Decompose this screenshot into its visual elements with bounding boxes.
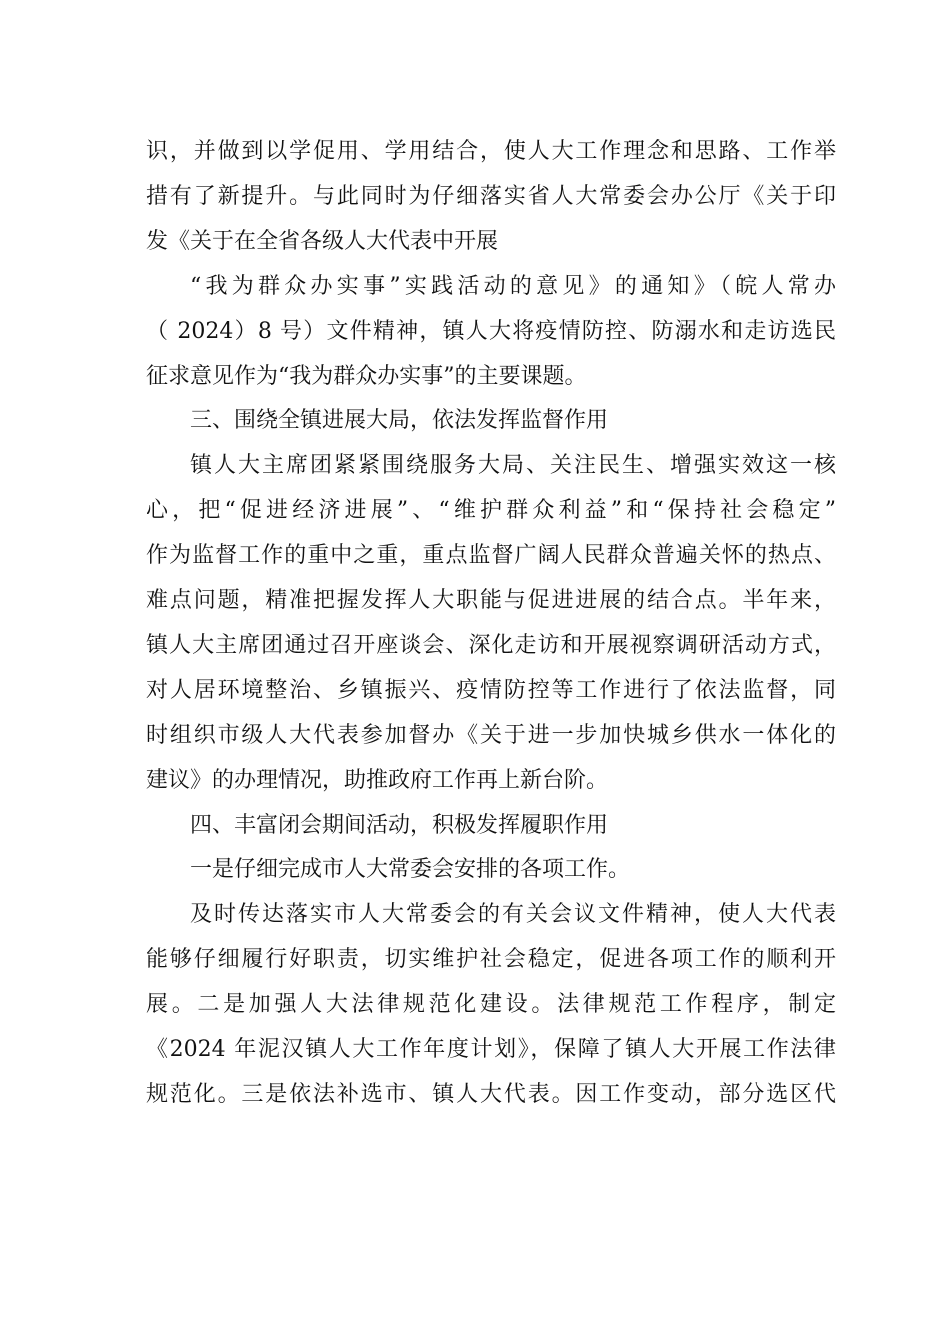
text-line: 《2024 年泥汉镇人大工作年度计划》，保障了镇人大开展工作法律 bbox=[146, 1037, 836, 1062]
section-heading: 三、围绕全镇进展大局，依法发挥监督作用 bbox=[190, 408, 609, 433]
text-line: 能够仔细履行好职责，切实维护社会稳定，促进各项工作的顺利开 bbox=[146, 947, 836, 972]
text-line: “我为群众办实事”实践活动的意见》的通知》（皖人常办 bbox=[190, 274, 836, 299]
text-line: 规范化。三是依法补选市、镇人大代表。因工作变动，部分选区代 bbox=[146, 1082, 836, 1107]
text-line: 展。二是加强人大法律规范化建设。法律规范工作程序，制定 bbox=[146, 992, 836, 1017]
text-line: （ 2024）8 号）文件精神，镇人大将疫情防控、防溺水和走访选民 bbox=[146, 319, 836, 344]
text-line: 征求意见作为“我为群众办实事”的主要课题。 bbox=[146, 364, 587, 389]
text-line: 措有了新提升。与此同时为仔细落实省人大常委会办公厅《关于印 bbox=[146, 184, 836, 209]
text-line: 镇人大主席团紧紧围绕服务大局、关注民生、增强实效这一核 bbox=[190, 453, 836, 478]
text-line: 对人居环境整治、乡镇振兴、疫情防控等工作进行了依法监督，同 bbox=[146, 678, 836, 703]
text-line: 识，并做到以学促用、学用结合，使人大工作理念和思路、工作举 bbox=[146, 139, 836, 164]
text-line: 作为监督工作的重中之重，重点监督广阔人民群众普遍关怀的热点、 bbox=[146, 543, 836, 568]
text-line: 心，把“促进经济进展”、“维护群众利益”和“保持社会稳定” bbox=[146, 498, 836, 523]
text-line: 发《关于在全省各级人大代表中开展 bbox=[146, 229, 499, 254]
text-line: 难点问题，精准把握发挥人大职能与促进进展的结合点。半年来， bbox=[146, 588, 836, 613]
text-line: 一是仔细完成市人大常委会安排的各项工作。 bbox=[190, 857, 631, 882]
text-line: 镇人大主席团通过召开座谈会、深化走访和开展视察调研活动方式， bbox=[146, 633, 836, 658]
text-line: 时组织市级人大代表参加督办《关于进一步加快城乡供水一体化的 bbox=[146, 723, 836, 748]
section-heading: 四、丰富闭会期间活动，积极发挥履职作用 bbox=[190, 813, 609, 838]
text-line: 及时传达落实市人大常委会的有关会议文件精神，使人大代表 bbox=[190, 902, 836, 927]
text-line: 建议》的办理情况，助推政府工作再上新台阶。 bbox=[146, 768, 609, 793]
